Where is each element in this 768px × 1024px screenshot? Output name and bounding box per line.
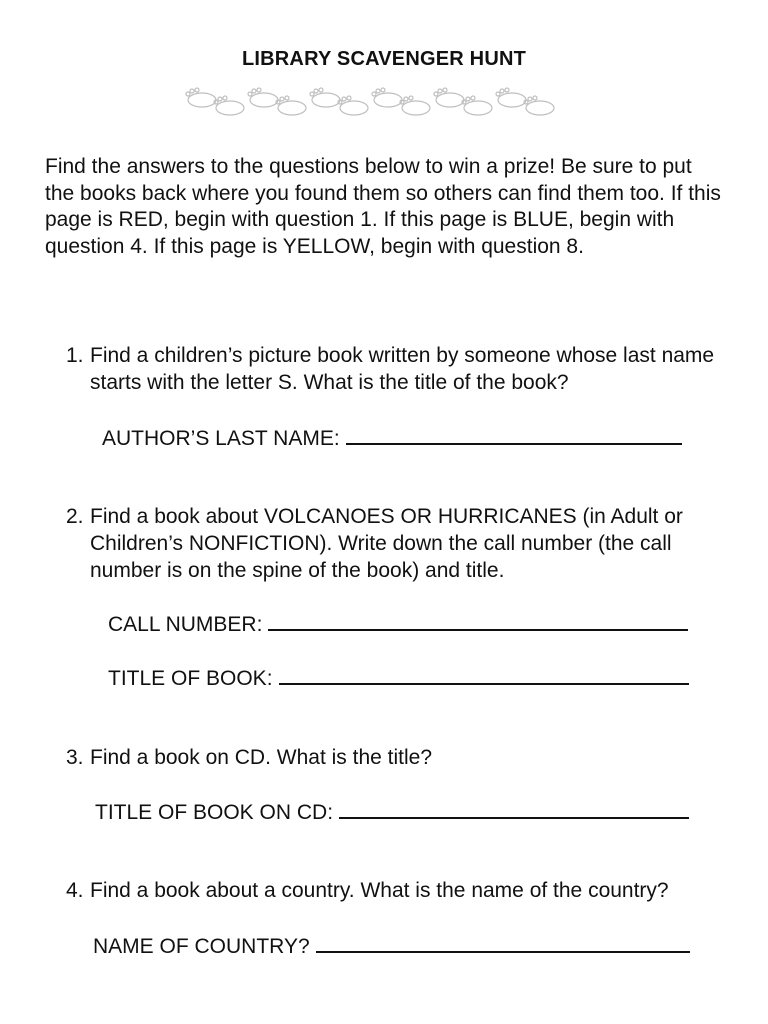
- title-of-book-field[interactable]: [108, 663, 689, 692]
- question-number: 4.: [66, 879, 84, 902]
- answer-label: TITLE OF BOOK ON CD:: [95, 801, 334, 824]
- question-1: [66, 342, 746, 396]
- footprints-divider: [180, 82, 568, 118]
- author-last-name-field[interactable]: [102, 423, 682, 452]
- answer-blank-line[interactable]: [346, 423, 682, 445]
- answer-label: CALL NUMBER:: [108, 613, 263, 636]
- question-text: Find a children’s picture book written by someone whose last name starts with the letter S. What is the title of the book?: [90, 344, 715, 394]
- question-number: 1.: [66, 344, 84, 367]
- answer-blank-line[interactable]: [279, 663, 689, 685]
- page-title: LIBRARY SCAVENGER HUNT: [241, 48, 527, 70]
- question-text: Find a book on CD. What is the title?: [90, 746, 432, 769]
- question-number: 2.: [66, 505, 84, 528]
- answer-label: NAME OF COUNTRY?: [93, 935, 310, 958]
- call-number-field[interactable]: [108, 609, 688, 638]
- answer-blank-line[interactable]: [339, 797, 689, 819]
- answer-label: TITLE OF BOOK:: [108, 667, 273, 690]
- answer-label: AUTHOR’S LAST NAME:: [102, 427, 340, 450]
- name-of-country-field[interactable]: [93, 931, 690, 960]
- answer-blank-line[interactable]: [316, 931, 690, 953]
- question-text: Find a book about a country. What is the name of the country?: [90, 879, 669, 902]
- instructions-paragraph: Find the answers to the questions below to win a prize! Be sure to put the books back where you found them so others can find them too. If this page is RED, begin with question 1. If this page is BLUE, begin with question 4. If this page is YELLOW, begin with question 8.: [45, 155, 721, 258]
- question-text: Find a book about VOLCANOES OR HURRICANES (in Adult or Children’s NONFICTION). Write down the call number (the call number is on the spine of the book) and title.: [90, 505, 683, 582]
- question-2: [66, 503, 746, 584]
- question-number: 3.: [66, 746, 84, 769]
- question-4: [66, 877, 746, 904]
- question-3: [66, 744, 746, 771]
- answer-blank-line[interactable]: [268, 609, 688, 631]
- title-of-book-on-cd-field[interactable]: [95, 797, 689, 826]
